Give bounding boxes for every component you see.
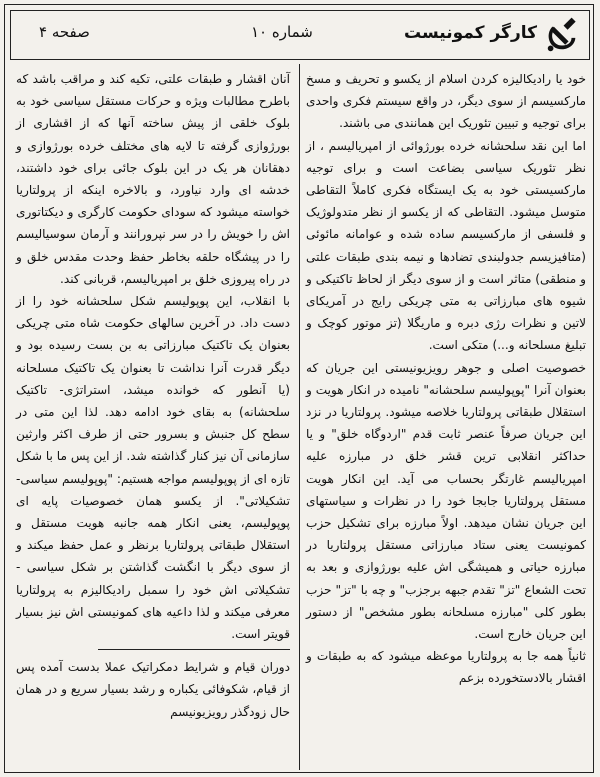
column-divider: [299, 64, 300, 770]
left-paragraph-3: دوران قیام و شرایط دمکراتیک عملا بدست آمده پس از قیام، شکوفائی یکباره و رشد بسیار سریع و در همان حال زودگذر رویزیونیسم: [16, 660, 290, 719]
hammer-sickle-icon: [543, 17, 581, 55]
left-column: [14, 68, 296, 768]
masthead: [10, 10, 590, 60]
right-paragraph-4: ثانیاً همه جا به پرولتاریا موعظه میشود که به طبقات و اقشار بالادستخورده بزعم: [306, 649, 586, 686]
page-number: صفحه ۴: [39, 23, 90, 41]
newspaper-title: کارگر کمونیست: [404, 23, 537, 43]
right-paragraph-2: اما این نقد سلحشانه خرده بورژوائی از امپریالیسم ، از نظر تئوریک سیاسی بضاعت است و برای توجیه مارکسیستی خود به یک ایستگاه فکری کاملاً التقاطی متوسل میشود. التقاطی که از یکسو از نظر متدولوژیک و فلسفی از مارکسیسم ساده شده و عوامانه مائوئی (متافیزیسم جدولبندی تضادها و نیمه بندی طبقات علتی و منطقی) متاثر است و از سوی دیگر از لحاظ تاکتیکی و شیوه های مبارزاتی به متی چریکی رایج در آمریکای لاتین و نظرات رژی دبره و ماریگلا (تز موتور کوچک و تبلیغ مسلحانه و...) متکی است.: [306, 138, 586, 353]
section-separator: [98, 649, 290, 650]
left-paragraph-1: آنان اقشار و طبقات علتی، تکیه کند و مراقب باشد که باطرح مطالبات ویژه و حرکات مستقل سیاسی خود به بلوک خلقی از پیش ساخته آنها که از اقشاری از بورژوازی گرفته تا لایه های مختلف خرده بورژوازی و دهقانان هر یک در این بلوک جائی برای خود داشتند، خدشه ای وارد نیاورد، و بالاخره اینکه از پرولتاریا خواسته میشود که سودای حکومت کارگری و دیکتاتوری اش را خویش را در سر نپرورانند و آرمان سوسیالیسم را در پیشگاه حلقه بخاطر حفظ وحدت مقدس خلق و در راه پیروزی خلق بر امپریالیسم، قربانی کند.: [16, 72, 290, 286]
right-paragraph-1: خود یا رادیکالیزه کردن اسلام از یکسو و تحریف و مسخ مارکسیسم از سوی دیگر، در واقع سیستم فکری واحدی برای توجیه و تبیین تئوریک این همانندی می باشند.: [306, 72, 586, 131]
issue-number: شماره ۱۰: [251, 23, 313, 41]
right-column: [304, 68, 590, 768]
left-paragraph-2: با انقلاب، این پوپولیسم شکل سلحشانه خود را از دست داد. در آخرین سالهای حکومت شاه متی چریکی بعنوان یک تاکتیک مبارزاتی به بن بست رسیده بود و دیگر قدرت آنرا نداشت تا بعنوان یک تاکتیک مسلحانه (یا آنطور که خوانده میشد، استراتژی- تاکتیک سلحشانه) به بقای خود ادامه دهد. لذا این متی در سطح کل جنبش و بسرور حتی از طرف اکثر وارثین سازمانی آن نیز کنار گذاشته شد. از این پس ما با شکل تازه ای از پوپولیسم مواجه هستیم: "پوپولیسم سیاسی-تشکیلاتی". از یکسو همان خصوصیات پایه ای پوپولیسم، یعنی انکار همه جانبه هویت مستقل و استقلال طبقاتی پرولتاریا برنظر و عمل حفظ میکند و از سوی دیگر با انگشت گذاشتن بر شکل سیاسی - تشکیلاتی اش خود را سمبل رادیکالیزم به پرولتاریا معرفی میکند و لذا داعیه های کمونیستی اش نیز بسیار قویتر است.: [16, 294, 290, 642]
right-paragraph-3: خصوصیت اصلی و جوهر رویزیونیستی این جریان که بعنوان آنرا "پوپولیسم سلحشانه" نامیده در انکار هویت و استقلال طبقاتی پرولتاریا خلاصه میشود. پرولتاریا در نزد این جریان صرفاً عنصر ثابت قدم "اردوگاه خلق" و یا حداکثر انقلابی ترین قشر خلق در مبارزه علیه امپریالیسم غارتگر بحساب می آید. این انکار هویت مستقل پرولتاریا جابجا خود را در نظرات و سیاستهای این جریان نشان میدهد. اولاً مبارزه برای تشکیل حزب کمونیست یعنی ستاد مبارزاتی مستقل پرولتاریا در مبارزه حیاتی و همیشگی اش علیه بورژوازی و بعد به تحت الشعاع "تز" تقدم جبهه برجزب" و چه با "تز" حزب بطور کلی "مبارزه مسلحانه بطور مشخص" از دستور این جریان خارج است.: [306, 360, 586, 642]
